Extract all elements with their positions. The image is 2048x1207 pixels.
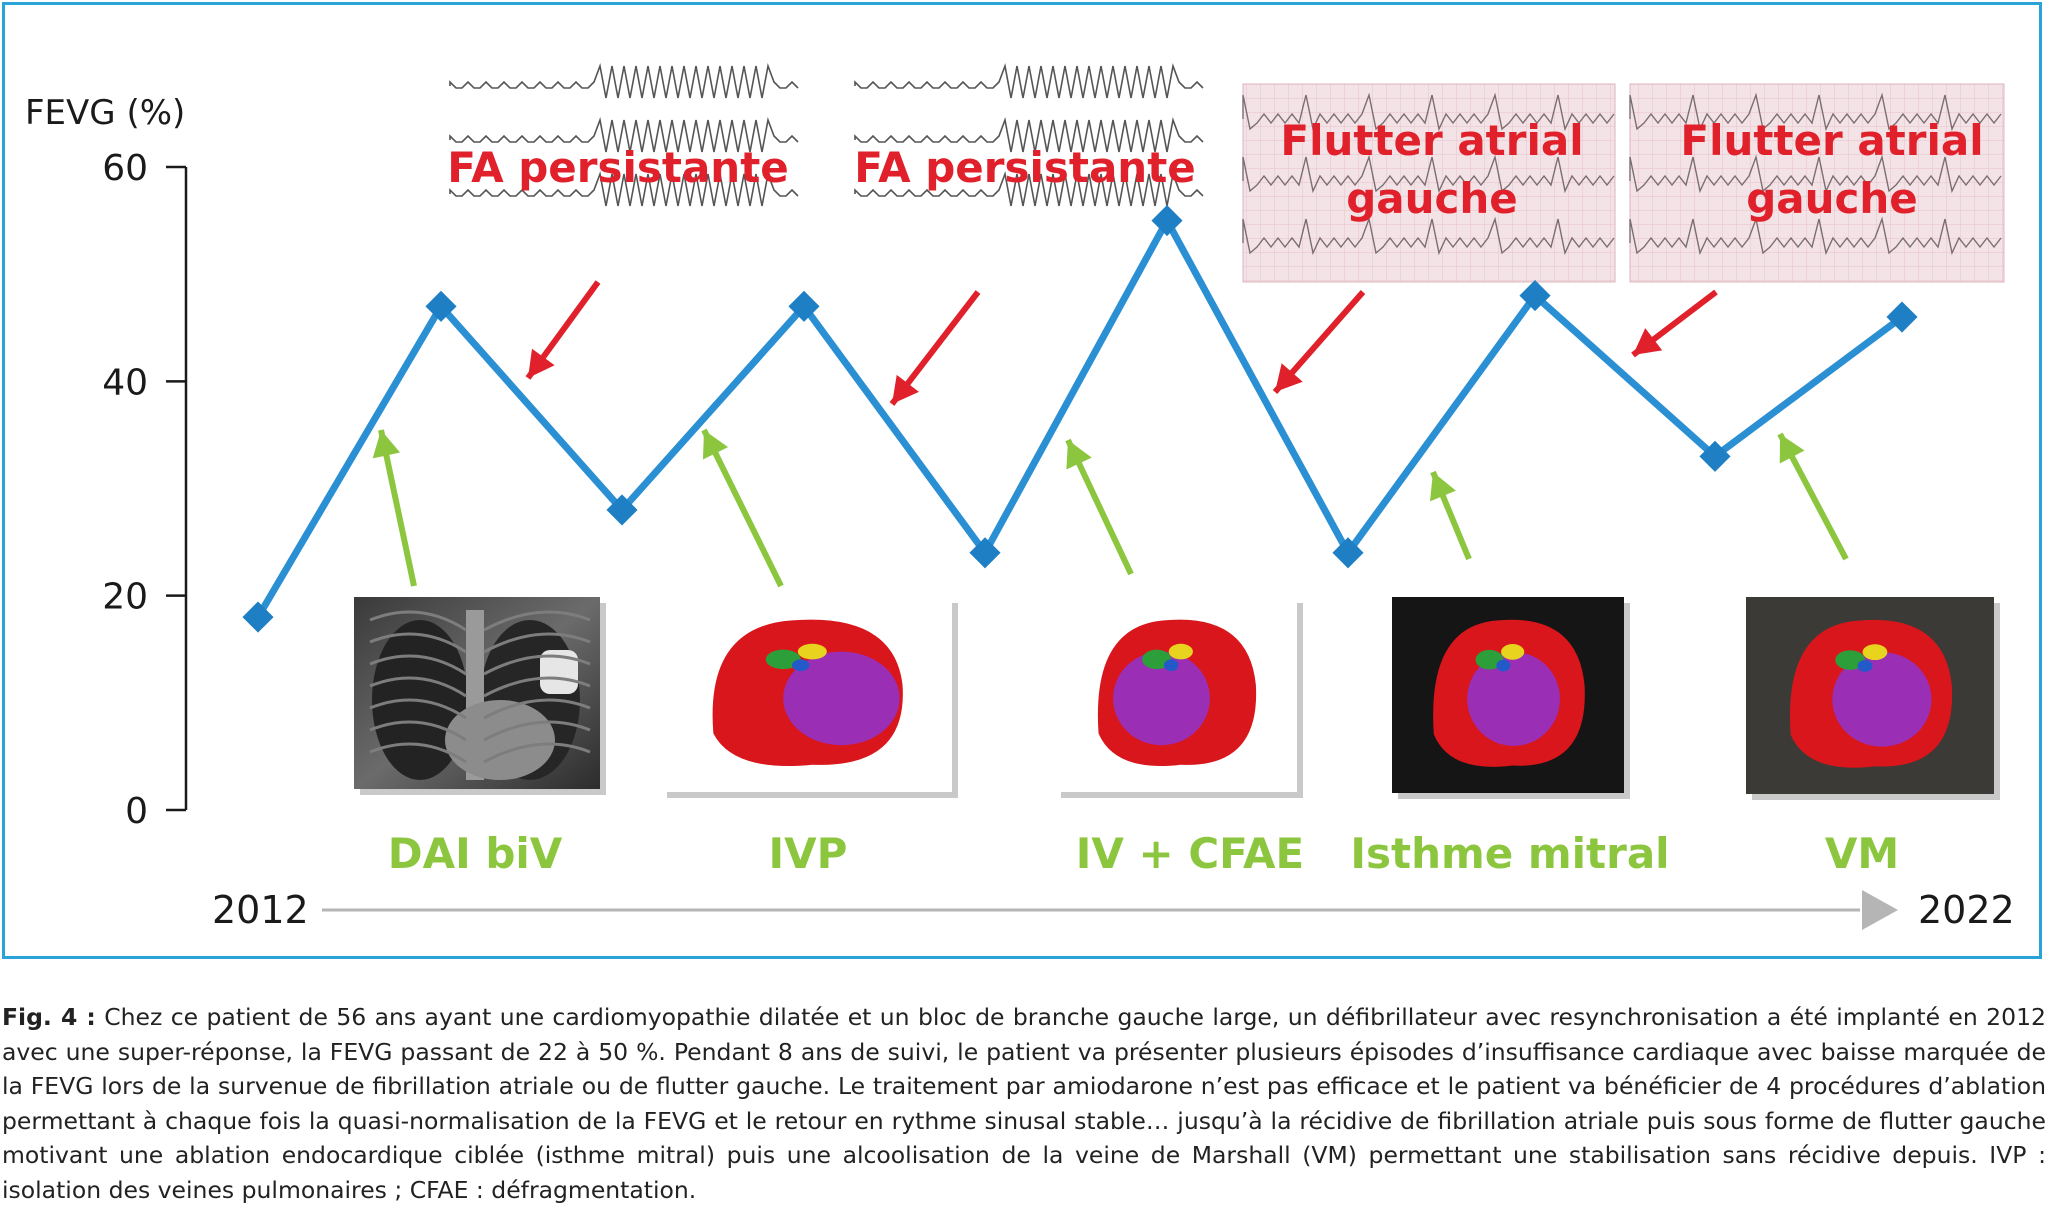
arrow-head — [373, 430, 400, 458]
data-point-6 — [1151, 205, 1182, 236]
map-yellow-spot — [1501, 644, 1524, 660]
decline-arrow-3 — [1275, 292, 1363, 392]
caption-label: Fig. 4 : — [2, 1003, 96, 1031]
improvement-label-4: Isthme mitral — [1350, 829, 1670, 878]
timeline-arrowhead — [1862, 890, 1898, 930]
decline-arrow-1 — [528, 282, 598, 378]
decline-label-1: FA persistante — [447, 143, 789, 192]
improvement-label-3: IV + CFAE — [1075, 829, 1305, 878]
map-yellow-spot — [1169, 644, 1193, 660]
timeline-end: 2022 — [1918, 888, 2015, 932]
y-axis-label: FEVG (%) — [25, 93, 186, 133]
ecg-lead-trace — [855, 66, 1203, 98]
chest-xray-image — [354, 597, 600, 789]
arrow-head — [528, 349, 555, 378]
map-yellow-spot — [798, 644, 827, 660]
decline-label-4: Flutter atrial gauche — [1680, 116, 1984, 223]
map-blue-spot — [792, 659, 809, 671]
electroanatomic-map-cfae — [1055, 597, 1297, 792]
ecg-lead-trace — [450, 66, 798, 98]
improvement-arrow-5 — [1780, 434, 1846, 559]
improvement-arrow-2 — [703, 430, 781, 586]
decline-arrow-2 — [892, 292, 978, 404]
decline-label-3: Flutter atrial gauche — [1280, 116, 1584, 223]
timeline-start: 2012 — [212, 888, 309, 932]
improvement-label-2: IVP — [768, 829, 848, 878]
improvement-label-5: VM — [1824, 829, 1900, 878]
timeline — [212, 888, 2015, 932]
caption-text: Chez ce patient de 56 ans ayant une cardiomyopathie dilatée et un bloc de branche gauche large, un défibrillateur avec resynchronisation a été implanté en 2012 avec une super-réponse, la FEVG passant de 22 à 50 %. Pendant 8 ans de suivi, le patient va présenter plusieurs épisodes d’insuffisance cardiaque avec baisse marquée de la FEVG lors de la survenue de fibrillation atriale ou de flutter gauche. Le traitement par amiodarone n’est pas efficace et le patient va bénéficier de 4 procédures d’ablation permettant à chaque fois la quasi-normalisation de la FEVG et le retour en rythme sinusal stable… jusqu’à la récidive de fibrillation atriale puis sous forme de flutter gauche motivant une ablation endocardique ciblée (isthme mitral) puis une alcoolisation de la veine de Marshall (VM) permettant une stabilisation sans récidive depuis. IVP : isolation des veines pulmonaires ; CFAE : défragmentation. — [2, 1003, 2046, 1204]
decline-label-2: FA persistante — [854, 143, 1196, 192]
decline-arrow-4 — [1633, 292, 1716, 355]
procedure-insets — [354, 597, 2000, 800]
arrow-head — [892, 375, 919, 404]
improvement-label-1: DAI biV — [387, 829, 563, 878]
electroanatomic-map-vm — [1746, 597, 1994, 794]
map-blue-spot — [1858, 660, 1873, 672]
improvement-arrow-3 — [1066, 440, 1131, 574]
map-blue-spot — [1164, 659, 1179, 671]
y-tick-label-0: 0 — [125, 791, 148, 832]
map-blue-spot — [1496, 660, 1510, 672]
electroanatomic-map-ivp — [661, 597, 952, 792]
data-point-1 — [242, 602, 273, 633]
figure-caption — [2, 1000, 2046, 1207]
y-tick-label-20: 20 — [102, 576, 148, 618]
y-axis — [25, 93, 186, 832]
y-tick-label-60: 60 — [102, 148, 148, 189]
arrow-head — [1633, 328, 1662, 355]
map-yellow-spot — [1863, 644, 1888, 660]
y-tick-label-40: 40 — [102, 362, 148, 404]
improvement-arrow-4 — [1430, 472, 1469, 559]
electroanatomic-map-isthme — [1392, 597, 1624, 793]
improvement-arrow-1 — [373, 430, 414, 586]
arrow-shaft — [704, 430, 781, 586]
